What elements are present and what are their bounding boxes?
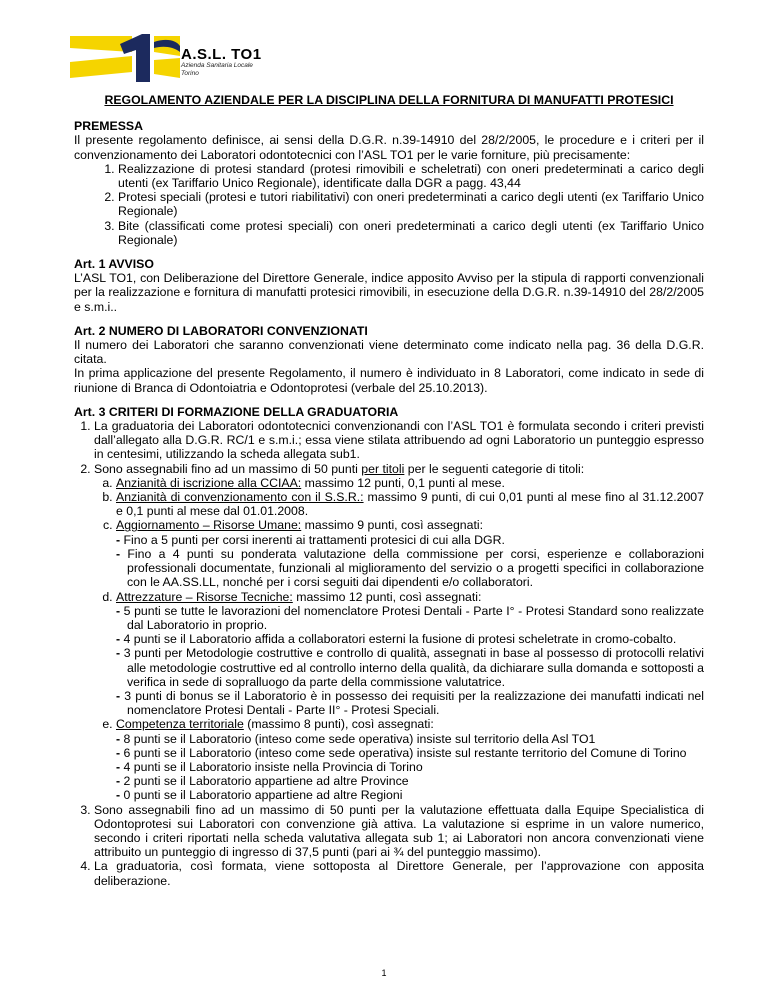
titolo-d (116, 590, 704, 718)
titolo-c (116, 518, 704, 589)
titolo-e (116, 717, 704, 802)
dash-item: - 4 punti se il Laboratorio insiste nella Provincia di Torino (116, 760, 704, 774)
titolo-a-text: massimo 12 punti, 0,1 punti al mese. (301, 475, 505, 490)
dash-item: - 5 punti se tutte le lavorazioni del nomenclatore Protesi Dentali - Parte I° - Protesi Standard sono realizzate dal Laboratorio in proprio. (116, 604, 704, 632)
dash-item: - 3 punti per Metodologie costruttive e controllo di qualità, assegnati in base al possesso di protocolli relativi alle metodologie costruttive ed al controllo interno della qualità, da dichiarare sulla domanda e sottoposti a verifica in sede di sopralluogo da parte della commissione valutatrice. (116, 646, 704, 689)
art3-item-2 (94, 462, 704, 803)
art3-item-2-post: per le seguenti categorie di titoli: (404, 461, 585, 476)
logo-subtitle-line-2: Torino (181, 69, 199, 77)
art3-item-4: 4. La graduatoria, così formata, viene sottoposta al Direttore Generale, per l’approvazione con apposita deliberazione. (94, 859, 704, 887)
art3-item-1: 1. La graduatoria dei Laboratori odontotecnici convenzionandi con l’ASL TO1 è formulata secondo i criteri previsti dall’allegato alla D.G.R. RC/1 e s.m.i.; essa viene stilata attribuendo ad ogni Laboratorio un punteggio espresso in centesimi, utilizzando la scheda allegata sub1. (94, 419, 704, 462)
premessa-item: 3. Bite (classificati come protesi speciali) con oneri predeterminati a carico degli utenti (ex Tariffario Unico Regionale) (118, 219, 704, 247)
art3-item-2-pre: Sono assegnabili fino ad un massimo di 50 punti (94, 461, 362, 476)
logo-subtitle-line-1: Azienda Sanitaria Locale (181, 62, 253, 69)
dash-item: - 2 punti se il Laboratorio appartiene ad altre Province (116, 774, 704, 788)
titolo-e-text: (massimo 8 punti), così assegnati: (243, 717, 434, 732)
titolo-d-items (116, 604, 704, 718)
art3-item-3: 3. Sono assegnabili fino ad un massimo di 50 punti per la valutazione effettuata dalla Equipe Specialistica di Odontoprotesi sui Laboratori con convenzione già attiva. La valutazione si esprime in un valore numerico, secondo i criteri riportati nella scheda valutativa allegata sub 1; ai Laboratori non ancora convenzionati viene attribuito un punteggio di ingresso di 37,5 punti (pari ai ¾ del punteggio massimo). (94, 803, 704, 860)
titolo-c-text: massimo 9 punti, così assegnati: (301, 518, 484, 533)
dash-item: - 4 punti se il Laboratorio affida a collaboratori esterni la fusione di protesi scheletrate in cromo-cobalto. (116, 632, 704, 646)
titolo-b (116, 490, 704, 518)
dash-item: - 8 punti se il Laboratorio (inteso come sede operativa) insiste sul territorio della Asl TO1 (116, 732, 704, 746)
premessa-item: 2. Protesi speciali (protesi e tutori riabilitativi) con oneri predeterminati a carico degli utenti (ex Tariffario Unico Regionale) (118, 190, 704, 218)
art3-list (74, 419, 704, 888)
art3-item-2-underlined: per titoli (361, 461, 405, 476)
premessa-item: 1. Realizzazione di protesi standard (protesi rimovibili e scheletrati) con oneri predeterminati a carico degli utenti (ex Tariffario Unico Regionale), identificate dalla DGR a pagg. 43,44 (118, 162, 704, 190)
document-body (74, 93, 704, 888)
premessa-intro: Il presente regolamento definisce, ai sensi della D.G.R. n.39-14910 del 28/2/2005, le procedure e i criteri per il convenzionamento dei Laboratori odontotecnici con l’ASL TO1 per le varie forniture, più precisamente: (74, 133, 704, 162)
logo-name: A.S.L. TO1 (181, 46, 262, 63)
premessa-list (74, 162, 704, 247)
document-title: REGOLAMENTO AZIENDALE PER LA DISCIPLINA DELLA FORNITURA DI MANUFATTI PROTESICI (104, 93, 674, 107)
art2-heading: Art. 2 NUMERO DI LABORATORI CONVENZIONATI (74, 323, 368, 338)
titoli-list (94, 476, 704, 803)
art1-text: L’ASL TO1, con Deliberazione del Direttore Generale, indice apposito Avviso per la stipula di rapporti convenzionali per la realizzazione e fornitura di manufatti protesici rimovibili, in esecuzione della D.G.R. n.39-14910 del 28/2/2005 e s.m.i.. (74, 271, 704, 314)
dash-item: - Fino a 4 punti su ponderata valutazione della commissione per corsi, esperienze e collaborazioni professionali documentate, funzionali al miglioramento del servizio o a progetti specifici in collaborazione con le AA.SS.LL, nonché per i corsi seguiti dai dipendenti e/o collaboratori. (116, 547, 704, 590)
titolo-d-text: massimo 12 punti, così assegnati: (292, 589, 482, 604)
dash-item: - 3 punti di bonus se il Laboratorio è in possesso dei requisiti per la realizzazione dei manufatti indicati nel nomenclatore Protesi Dentali - Parte II° - Protesi Speciali. (116, 689, 704, 717)
titolo-b-label: Anzianità di convenzionamento con il S.S.R.: (116, 490, 364, 505)
titolo-a-label: Anzianità di iscrizione alla CCIAA: (116, 475, 302, 490)
titolo-c-label: Aggiornamento – Risorse Umane: (116, 518, 302, 533)
art2-text-2: In prima applicazione del presente Regolamento, il numero è individuato in 8 Laboratori, come indicato in sede di riunione di Branca di Odontoiatria e Odontoprotesi (verbale del 25.10.2013). (74, 366, 704, 395)
titolo-e-label: Competenza territoriale (116, 717, 244, 732)
dash-item: - 0 punti se il Laboratorio appartiene ad altre Regioni (116, 788, 704, 802)
titolo-e-items (116, 732, 704, 803)
logo-subtitle (181, 62, 253, 77)
titolo-d-label: Attrezzature – Risorse Tecniche: (116, 589, 293, 604)
art3-heading: Art. 3 CRITERI DI FORMAZIONE DELLA GRADUATORIA (74, 404, 399, 419)
titolo-c-items (116, 533, 704, 590)
premessa-heading: PREMESSA (74, 119, 144, 134)
art2-text-1: Il numero dei Laboratori che saranno convenzionati viene determinato come indicato nella pag. 36 della D.G.R. citata. (74, 338, 704, 367)
page-number: 1 (381, 968, 387, 978)
titolo-b-text: massimo 9 punti, di cui 0,01 punti al mese fino al 31.12.2007 e 0,1 punti al mese dal 01.01.2008. (116, 490, 704, 519)
art1-heading: Art. 1 AVVISO (74, 257, 154, 272)
titolo-a (116, 476, 704, 490)
dash-item: - Fino a 5 punti per corsi inerenti ai trattamenti protesici di cui alla DGR. (116, 533, 704, 547)
dash-item: - 6 punti se il Laboratorio (inteso come sede operativa) insiste sul restante territorio del Comune di Torino (116, 746, 704, 760)
